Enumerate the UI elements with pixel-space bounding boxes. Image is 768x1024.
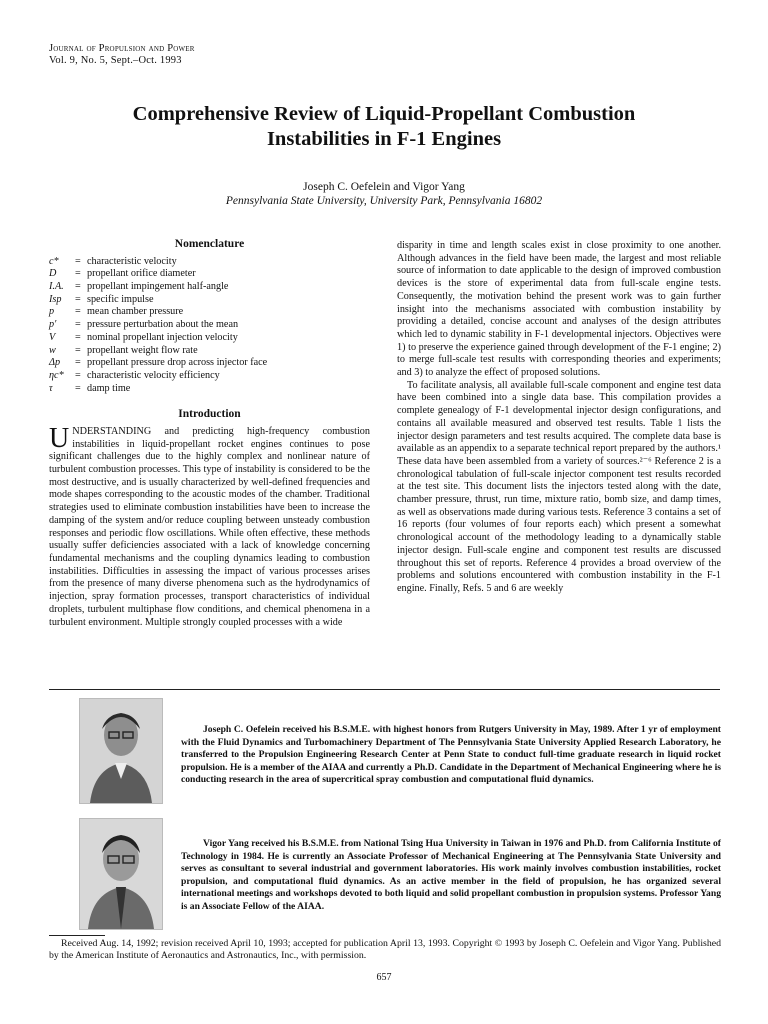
nomenclature-definition: characteristic velocity — [87, 255, 177, 267]
dropcap-letter: U — [49, 422, 70, 454]
introduction-left-text: NDERSTANDING and predicting high-frequency combustion instabilities in liquid-propellant rocket engines continues to pose significant challenges due to the highly complex and nonlinear nature of turbulent combustion processes. This type of instability is considered to be the most destructive, and is usually characterized by well-defined frequencies and mode shapes corresponding to the acoustic modes of the chamber. Traditional strategies used to eliminate combustion instabilities have been to increase the damping of the system and/or reduce coupling between unsteady combustion responses and periodic flow oscillations. While often effective, these methods usually suffer deficiencies associated with a lack of knowledge concerning fundamental mechanisms and the coupling dynamics leading to combustion instabilities. Difficulties in assessing the impact of various processes arises from the presence of many diverse phenomena such as the hydrodynamics of injection, spray formation processes, transport characteristics of individual droplets, turbulent multiphase flow conditions, and chemical phenomena in a turbulent environment. Multiple strongly coupled processes with a wide — [49, 425, 370, 628]
authors: Joseph C. Oefelein and Vigor Yang — [303, 181, 465, 193]
bio-oefelein: Joseph C. Oefelein received his B.S.M.E. with highest honors from Rutgers University in May, 1989. After 1 yr of employment with the Fluid Dynamics and Turbomachinery Department of The Pennsylvania State University Applied Research Laboratory, he transferred to the Propulsion Engineering Research Center at Penn State to conduct full-time graduate research in liquid rocket propulsion. He is a member of the AIAA and currently a Ph.D. Candidate in the Department of Mechanical Engineering where he is conducting research in the area of supercritical spray combustion and computational fluid dynamics. — [181, 724, 721, 785]
nomenclature-definition: pressure perturbation about the mean — [87, 319, 239, 331]
nomenclature-definition: mean chamber pressure — [87, 306, 184, 318]
nomenclature-list — [49, 256, 370, 396]
nomenclature-item — [49, 345, 370, 358]
intro-paragraph-2: To facilitate analysis, all available full-scale component and engine test data have been combined into a single data base. This compilation provides a complete genealogy of F-1 developmental injector design configurations, and contains all available measured and observed test results. Table 1 lists the injector design parameters and test results acquired. The complete data base is available as an appendix to a separate technical report prepared by the authors.¹ These data have been assembled from a variety of sources.²⁻⁶ Reference 2 is a chronological tabulation of full-scale injector component test results recorded at the test site. This document lists the injectors tested along with the date, chamber pressure, thrust, run time, mixture ratio, bomb size, and damp times, as well as observations made during various tests. Reference 3 contains a set of 16 reports (four volumes of four reports each) which present a somewhat chronological account of the methodology leading to a dynamically stable injector design. Full-scale engine and component test results are discussed throughout this set of reports. Reference 4 provides a broad overview of the problems and solutions encountered with combustion instability in the F-1 engine. Finally, Refs. 5 and 6 are weekly — [397, 379, 721, 594]
equals-sign: = — [75, 369, 81, 381]
title-line-1: Comprehensive Review of Liquid-Propellant Combustion — [132, 103, 636, 125]
nomenclature-symbol: c* — [49, 255, 59, 267]
left-column — [49, 238, 370, 629]
journal-issue: Vol. 9, No. 5, Sept.–Oct. 1993 — [49, 55, 182, 66]
nomenclature-definition: nominal propellant injection velocity — [87, 331, 238, 343]
journal-header — [49, 43, 195, 67]
equals-sign: = — [75, 382, 81, 394]
nomenclature-symbol: Δp — [49, 357, 61, 369]
journal-name: Journal of Propulsion and Power — [49, 43, 195, 54]
equals-sign: = — [75, 344, 81, 356]
bio-yang: Vigor Yang received his B.S.M.E. from National Tsing Hua University in Taiwan in 1976 and Ph.D. from California Institute of Technology in 1984. He is currently an Associate Professor of Mechanical Engineering at The Pennsylvania State University and serves as consultant to several industrial and government laboratories. His work mainly involves combustion instabilities, rocket propulsion, and computational fluid dynamics. As an active member in the field of propulsion, he has organized several international meetings and workshops devoted to both liquid and solid propellant combustion in propulsion systems. Professor Yang is an Associate Fellow of the AIAA. — [181, 838, 721, 912]
footnote-rule — [49, 935, 105, 936]
received-note: Received Aug. 14, 1992; revision received April 10, 1993; accepted for publication April 13, 1993. Copyright © 1993 by Joseph C. Oefelein and Vigor Yang. Published by the American Institute of Aeronautics and Astronautics, Inc., with permission. — [49, 938, 721, 961]
nomenclature-symbol: τ — [49, 382, 53, 394]
equals-sign: = — [75, 306, 81, 318]
author-photo-yang — [79, 818, 163, 930]
title-line-2: Instabilities in F-1 Engines — [266, 128, 502, 150]
nomenclature-symbol: ηc* — [49, 369, 64, 381]
equals-sign: = — [75, 357, 81, 369]
nomenclature-item — [49, 332, 370, 345]
affiliation: Pennsylvania State University, University Park, Pennsylvania 16802 — [225, 195, 543, 207]
nomenclature-item — [49, 319, 370, 332]
nomenclature-definition: specific impulse — [87, 293, 154, 305]
introduction-text — [49, 422, 370, 629]
author-photo-oefelein — [79, 698, 163, 804]
nomenclature-definition: propellant weight flow rate — [87, 344, 198, 356]
introduction-heading: Introduction — [178, 408, 241, 421]
right-column — [397, 240, 721, 596]
intro-paragraph-continued: disparity in time and length scales exist in close proximity to one another. Although advances in the field have been made, the largest and most reliable source of information to date applicable to the design of improved combustion devices is the store of experimental data from full-scale engine tests. Consequently, the motivation behind the present work was to gain further insight into the mechanisms associated with combustion instability by providing a detailed, concise account and analyses of the design attributes which led to dynamic stability in F-1 developmental injectors. Objectives were 1) to preserve the experience gained through development of the F-1 engine; 2) to merge full-scale test results with corresponding theories and experiments; and 3) to analyze the effect of proposed solutions. — [397, 240, 721, 379]
nomenclature-symbol: p — [49, 306, 55, 318]
nomenclature-definition: propellant impingement half-angle — [87, 281, 229, 293]
nomenclature-definition: propellant orifice diameter — [87, 268, 196, 280]
nomenclature-symbol: I.A. — [49, 281, 64, 293]
equals-sign: = — [75, 293, 81, 305]
nomenclature-item — [49, 370, 370, 383]
nomenclature-item — [49, 281, 370, 294]
nomenclature-item — [49, 294, 370, 307]
equals-sign: = — [75, 255, 81, 267]
equals-sign: = — [75, 281, 81, 293]
nomenclature-definition: characteristic velocity efficiency — [87, 369, 220, 381]
nomenclature-symbol: Isp — [49, 293, 62, 305]
portrait-image — [80, 699, 162, 803]
section-divider — [49, 689, 720, 690]
article-title — [40, 102, 728, 152]
page-number: 657 — [376, 972, 392, 983]
nomenclature-item — [49, 383, 370, 396]
equals-sign: = — [75, 331, 81, 343]
nomenclature-item — [49, 357, 370, 370]
nomenclature-definition: propellant pressure drop across injector face — [87, 357, 268, 369]
byline — [40, 180, 728, 208]
nomenclature-symbol: V — [49, 331, 56, 343]
nomenclature-item — [49, 268, 370, 281]
nomenclature-item — [49, 306, 370, 319]
nomenclature-heading: Nomenclature — [174, 238, 245, 250]
nomenclature-symbol: p′ — [49, 319, 57, 331]
nomenclature-symbol: D — [49, 268, 57, 280]
nomenclature-definition: damp time — [87, 382, 131, 394]
portrait-image — [80, 819, 162, 929]
equals-sign: = — [75, 268, 81, 280]
nomenclature-symbol: w — [49, 344, 56, 356]
nomenclature-item — [49, 256, 370, 269]
equals-sign: = — [75, 319, 81, 331]
